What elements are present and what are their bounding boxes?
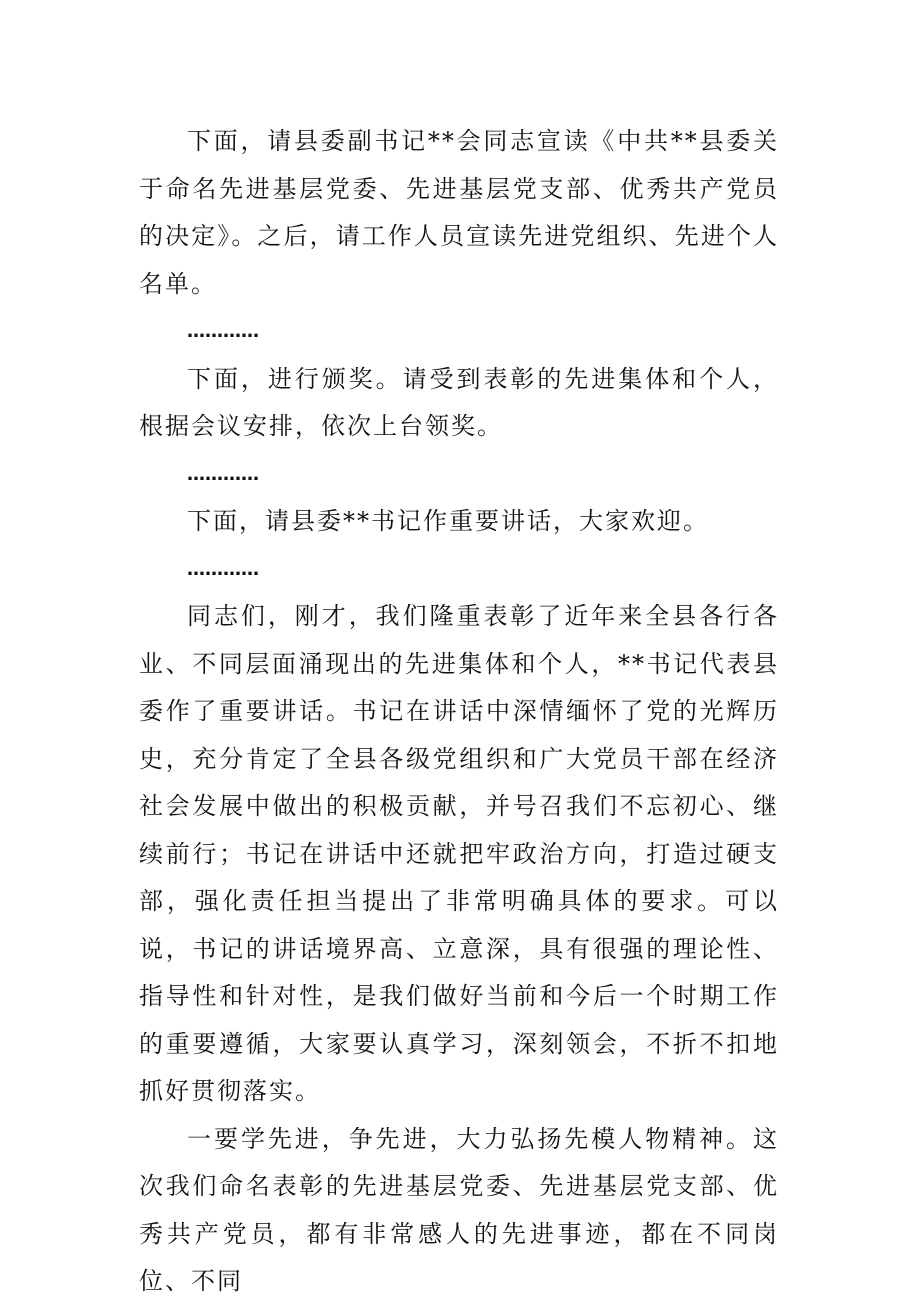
ellipsis-separator: ………… <box>187 321 259 342</box>
ellipsis-separator: ………… <box>187 463 259 485</box>
document-body <box>139 118 779 1306</box>
paragraph-summary: 同志们，刚才，我们隆重表彰了近年来全县各行各业、不同层面涌现出的先进集体和个人，**书记代表县委作了重要讲话。书记在讲话中深情缅怀了党的光辉历史，充分肯定了全县各级党组织和广大党员干部在经济社会发展中做出的积极贡献，并号召我们不忘初心、继续前行；书记在讲话中还就把牢政治方向，打造过硬支部，强化责任担当提出了非常明确具体的要求。可以说，书记的讲话境界高、立意深，具有很强的理论性、指导性和针对性，是我们做好当前和今后一个时期工作的重要遵循，大家要认真学习，深刻领会，不折不扣地抓好贯彻落实。 <box>139 602 779 1105</box>
ellipsis-separator: ………… <box>187 558 259 580</box>
paragraph-reading-decision: 下面，请县委副书记**会同志宣读《中共**县委关于命名先进基层党委、先进基层党支部、优秀共产党员的决定》。之后，请工作人员宣读先进党组织、先进个人名单。 <box>139 127 779 298</box>
paragraph-learn-from-advanced: 一要学先进，争先进，大力弘扬先模人物精神。这次我们命名表彰的先进基层党委、先进基层党支部、优秀共产党员，都有非常感人的先进事迹，都在不同岗位、不同 <box>139 1124 779 1295</box>
paragraph-invite-speech: 下面，请县委**书记作重要讲话，大家欢迎。 <box>187 507 709 535</box>
paragraph-award-ceremony: 下面，进行颁奖。请受到表彰的先进集体和个人，根据会议安排，依次上台领奖。 <box>139 364 779 440</box>
